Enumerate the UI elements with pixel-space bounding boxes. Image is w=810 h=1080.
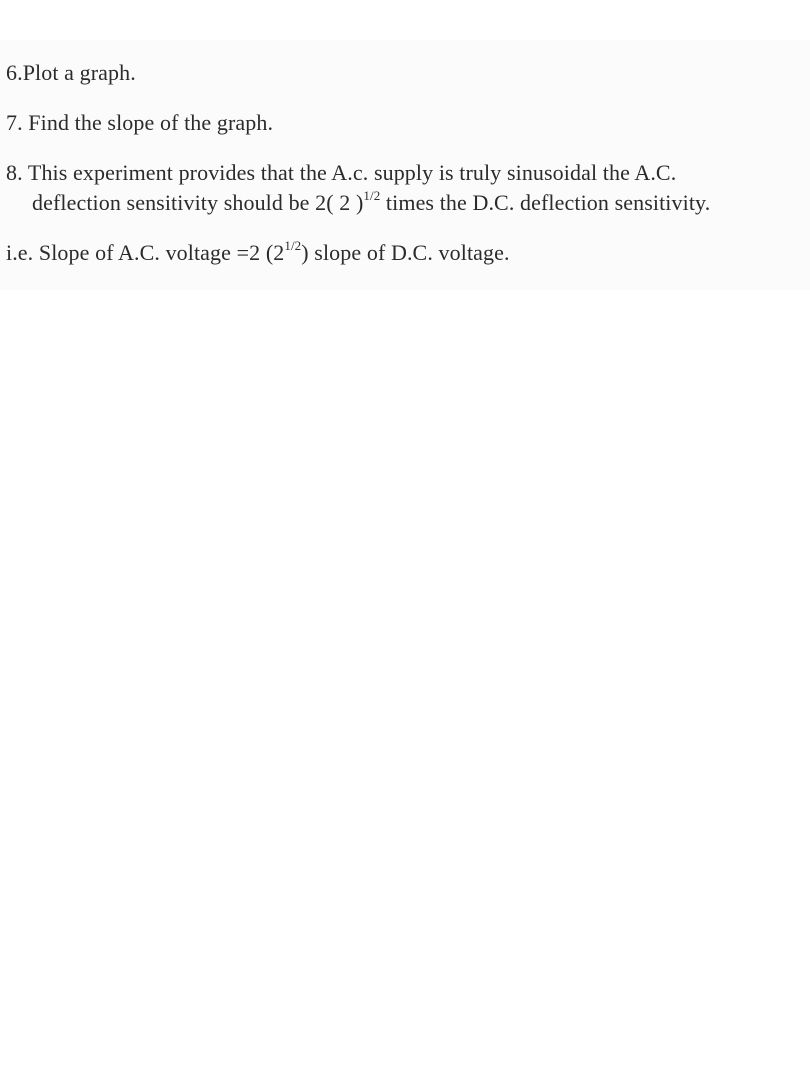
- step-6-text: 6.Plot a graph.: [6, 60, 136, 85]
- paragraph-gap: [6, 138, 806, 158]
- step-7-text: 7. Find the slope of the graph.: [6, 110, 274, 135]
- step-8-line-2-start: deflection sensitivity should be 2( 2 ): [32, 190, 364, 215]
- step-8-line-2: [6, 188, 806, 218]
- paragraph-gap: [6, 218, 806, 238]
- step-8-line-1: 8. This experiment provides that the A.c. supply is truly sinusoidal the A.C.: [6, 160, 677, 185]
- conclusion-exponent: 1/2: [284, 237, 302, 253]
- conclusion-end: ) slope of D.C. voltage.: [301, 240, 510, 265]
- step-8-line-2-end: times the D.C. deflection sensitivity.: [380, 190, 711, 215]
- step-8-exponent: 1/2: [363, 187, 381, 203]
- conclusion-line: [6, 238, 806, 268]
- document-body: [6, 58, 806, 268]
- conclusion-start: i.e. Slope of A.C. voltage =2 (2: [6, 240, 285, 265]
- paragraph-gap: [6, 88, 806, 108]
